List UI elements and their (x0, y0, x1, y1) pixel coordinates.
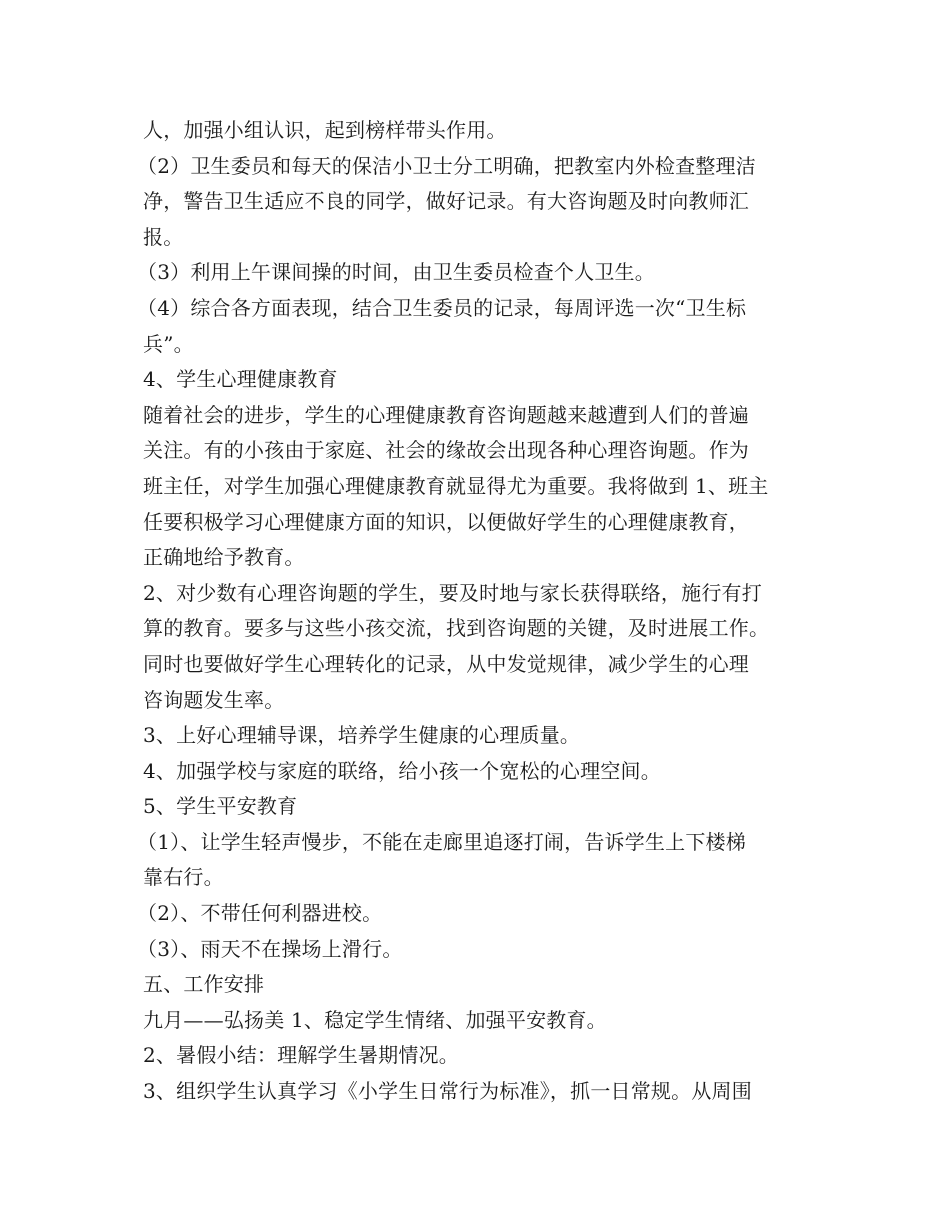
text-line: 净，警告卫生适应不良的同学，做好记录。有大咨询题及时向教师汇 (143, 189, 749, 214)
text-line: （4）综合各方面表现，结合卫生委员的记录，每周评选一次“卫生标 (137, 295, 747, 320)
text-line: 咨询题发生率。 (143, 687, 285, 712)
text-line: 随着社会的进步，学生的心理健康教育咨询题越来越遭到人们的普遍 (143, 402, 749, 427)
text-line: 3、组织学生认真学习《小学生日常行为标准》，抓一日常规。从周围 (143, 1079, 752, 1104)
text-line: 九月——弘扬美 1、稳定学生情绪、加强平安教育。 (143, 1007, 607, 1032)
text-line: （3）利用上午课间操的时间，由卫生委员检查个人卫生。 (137, 260, 655, 285)
text-line: 2、暑假小结：理解学生暑期情况。 (143, 1043, 459, 1068)
text-line: 4、加强学校与家庭的联络，给小孩一个宽松的心理空间。 (143, 758, 661, 783)
text-line: 兵”。 (143, 331, 194, 356)
text-line: （1）、让学生轻声慢步，不能在走廊里追逐打闹，告诉学生上下楼梯 (137, 829, 746, 854)
text-line: 人，加强小组认识，起到榜样带头作用。 (143, 118, 507, 142)
text-line: 班主任，对学生加强心理健康教育就显得尤为重要。我将做到 1、班主 (143, 473, 769, 498)
section-heading: 五、工作安排 (143, 972, 265, 997)
section-heading: 5、学生平安教育 (143, 794, 298, 819)
text-line: 靠右行。 (143, 865, 224, 890)
text-line: 算的教育。要多与这些小孩交流，找到咨询题的关键，及时进展工作。 (143, 616, 770, 641)
text-line: 3、上好心理辅导课，培养学生健康的心理质量。 (143, 723, 581, 748)
document-body (137, 113, 823, 1110)
text-line: （2）卫生委员和每天的保洁小卫士分工明确，把教室内外检查整理洁 (137, 153, 756, 178)
text-line: 正确地给予教育。 (143, 545, 305, 570)
text-line: （3）、雨天不在操场上滑行。 (137, 936, 403, 961)
text-line: 关注。有的小孩由于家庭、社会的缘故会出现各种心理咨询题。作为 (143, 438, 749, 463)
section-heading: 4、学生心理健康教育 (143, 367, 338, 392)
text-line: 2、对少数有心理咨询题的学生，要及时地与家长获得联络，施行有打 (143, 580, 762, 605)
text-line: 任要积极学习心理健康方面的知识，以便做好学生的心理健康教育， (143, 509, 749, 534)
text-line: 同时也要做好学生心理转化的记录，从中发觉规律，减少学生的心理 (143, 651, 749, 676)
text-line: （2）、不带任何利器进校。 (137, 901, 383, 926)
text-line: 报。 (143, 224, 184, 249)
